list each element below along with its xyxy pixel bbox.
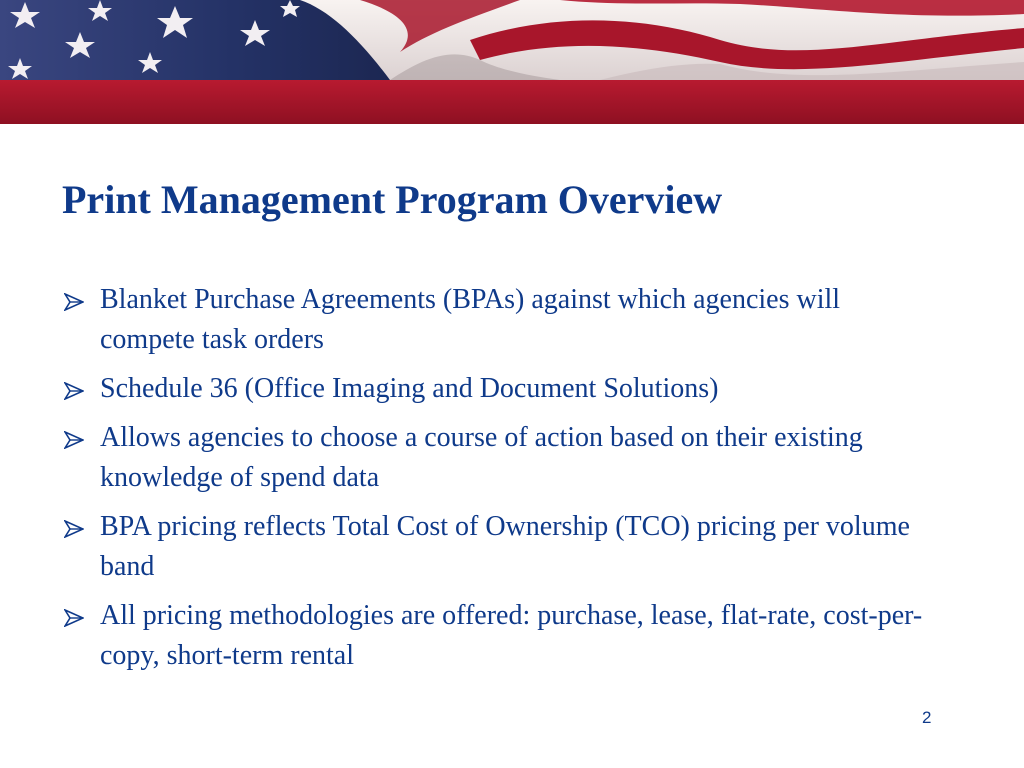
bullet-text: Allows agencies to choose a course of action based on their existing knowledge of spend data: [100, 422, 863, 493]
bullet-text: Schedule 36 (Office Imaging and Document Solutions): [100, 373, 719, 404]
bullet-item: [64, 596, 924, 676]
arrow-bullet-icon: [64, 431, 84, 449]
bullet-item: [64, 280, 924, 360]
bullet-item: [64, 369, 924, 409]
arrow-bullet-icon: [64, 609, 84, 627]
bullet-text: Blanket Purchase Agreements (BPAs) against which agencies will compete task orders: [100, 284, 841, 355]
bullet-item: [64, 507, 924, 587]
arrow-bullet-icon: [64, 293, 84, 311]
arrow-bullet-icon: [64, 382, 84, 400]
american-flag-banner-icon: [0, 0, 1024, 124]
bullet-text: All pricing methodologies are offered: purchase, lease, flat-rate, cost-per-copy, short-term rental: [100, 600, 923, 671]
bullet-list: [64, 280, 924, 685]
flag-banner: [0, 0, 1024, 124]
page-number: 2: [922, 708, 932, 727]
slide-title: Print Management Program Overview: [62, 177, 723, 222]
bullet-item: [64, 418, 924, 498]
arrow-bullet-icon: [64, 520, 84, 538]
bullet-text: BPA pricing reflects Total Cost of Ownership (TCO) pricing per volume band: [100, 511, 910, 582]
